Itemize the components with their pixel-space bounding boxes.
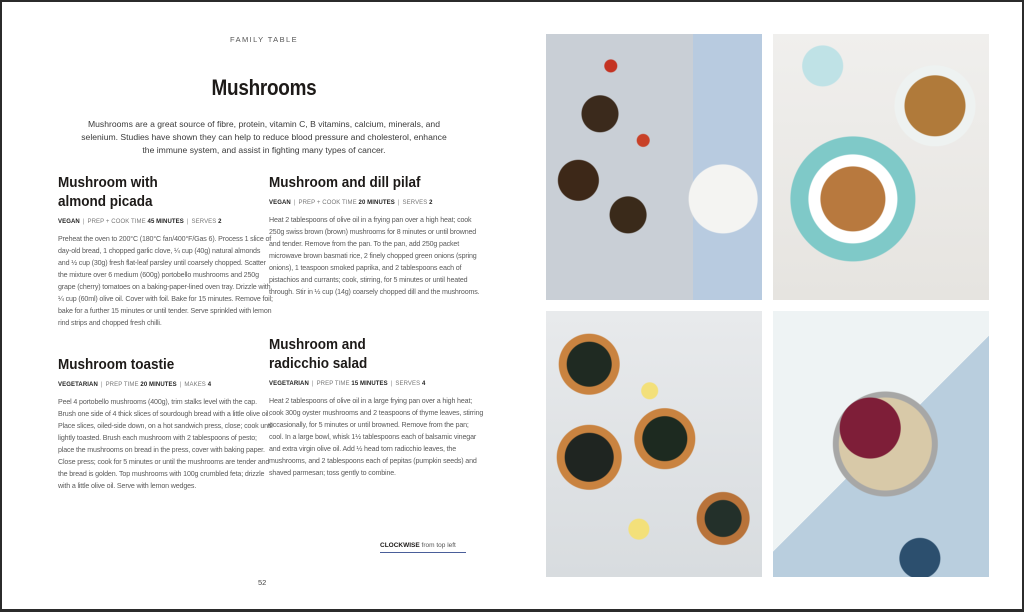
photo-caption	[380, 542, 466, 553]
time-label: PREP + COOK TIME	[298, 200, 357, 206]
yield-value: 4	[207, 382, 212, 388]
time-value: 45 MINUTES	[147, 219, 184, 225]
recipe-mushroom-almond-picada	[58, 173, 273, 329]
diet-label: VEGETARIAN	[58, 382, 98, 388]
recipe-title: Mushroom and dill pilaf	[269, 174, 421, 191]
caption-bold: CLOCKWISE	[380, 542, 420, 549]
recipe-method: Heat 2 tablespoons of olive oil in a large frying pan over a high heat; cook 300g oyster mushrooms and 2 teaspoons of thyme leaves, stirring occasionally, for 5 minutes or until browned. Remove from the pan; cool. In a large bowl, whisk 1½ tablespoons each of balsamic vinegar and extra virgin olive oil. Add ½ head torn radicchio leaves, the mushrooms, and 2 tablespoons each of pepitas (pumpkin seeds) and shaved parmesan; toss gently to combine.	[269, 397, 484, 477]
mushroom-with-almond-picada-photo	[546, 34, 762, 300]
recipe-title: Mushroom with almond picada	[58, 174, 158, 210]
recipe-method: Peel 4 portobello mushrooms (400g), trim stalks level with the cap. Brush one side of 4 thick slices of sourdough bread with a little olive oil. Place slices, oiled-side down, on a hot sandwich press, close; cook until lightly toasted. Brush each mushroom with 2 tablespoons of pesto; place the mushrooms on bread in the press, cover with baking paper. Close press; cook for 5 minutes or until the mushrooms are tender and the bread is golden. Top mushrooms with 100g crumbled feta; drizzle with a little olive oil. Serve with lemon wedges.	[58, 398, 273, 490]
time-label: PREP TIME	[316, 381, 350, 387]
recipe-title: Mushroom toastie	[58, 356, 175, 373]
recipe-meta: VEGAN | PREP + COOK TIME 20 MINUTES | SERVES 2	[269, 200, 433, 206]
diet-label: VEGAN	[58, 219, 80, 225]
caption-rest: from top left	[419, 542, 456, 549]
yield-label: SERVES	[395, 381, 421, 387]
time-label: PREP + COOK TIME	[87, 219, 146, 225]
recipe-mushroom-dill-pilaf	[269, 173, 484, 298]
mushroom-toastie-photo	[546, 311, 762, 577]
recipe-meta: VEGAN | PREP + COOK TIME 45 MINUTES | SERVES 2	[58, 219, 222, 225]
yield-label: MAKES	[184, 382, 206, 388]
time-label: PREP TIME	[105, 382, 139, 388]
page-number: 52	[258, 578, 267, 587]
yield-label: SERVES	[191, 219, 217, 225]
yield-value: 4	[422, 381, 426, 387]
recipe-mushroom-toastie	[58, 355, 273, 492]
yield-value: 2	[218, 219, 222, 225]
time-value: 20 MINUTES	[358, 200, 395, 206]
recipe-method: Preheat the oven to 200°C (180°C fan/400°F/Gas 6). Process 1 slice of day-old bread, 1 chopped garlic clove, ¼ cup (40g) natural almonds and ½ cup (30g) fresh flat-leaf parsley until coarsely chopped. Scatter the mixture over 6 medium (600g) portobello mushrooms and 250g grape (cherry) tomatoes on a baking-paper-lined oven tray. Drizzle with ¼ cup (60ml) olive oil. Cover with foil. Bake for 15 minutes. Remove foil; bake for a further 15 minutes or until tender. Serve sprinkled with lemon rind strips and chopped fresh chilli.	[58, 235, 273, 327]
yield-label: SERVES	[402, 200, 428, 206]
section-kicker: FAMILY TABLE	[230, 35, 298, 44]
time-value: 20 MINUTES	[140, 382, 177, 388]
page-title: Mushrooms	[211, 75, 317, 100]
yield-value: 2	[429, 200, 433, 206]
diet-label: VEGAN	[269, 200, 291, 206]
book-spread	[2, 2, 1022, 609]
recipe-method: Heat 2 tablespoons of olive oil in a frying pan over a high heat; cook 250g swiss brown (brown) mushrooms for 8 minutes or until browned and tender. Remove from the pan. To the pan, add 250g packet microwave brown basmati rice, 2 finely chopped green onions (spring onions), 1 teaspoon smoked paprika, and 2 tablespoons each of pistachios and currants; cook, stirring, for 5 minutes or until heated through. Stir in ½ cup (14g) coarsely chopped dill and the mushrooms.	[269, 216, 480, 296]
diet-label: VEGETARIAN	[269, 381, 309, 387]
mushroom-and-radicchio-salad-photo	[773, 311, 989, 577]
recipe-title: Mushroom and radicchio salad	[269, 336, 368, 372]
time-value: 15 MINUTES	[351, 381, 388, 387]
mushroom-and-dill-pilaf-photo	[773, 34, 989, 300]
recipe-meta: VEGETARIAN | PREP TIME 20 MINUTES | MAKES 4	[58, 382, 212, 388]
recipe-meta: VEGETARIAN | PREP TIME 15 MINUTES | SERVES 4	[269, 381, 426, 387]
intro-paragraph: Mushrooms are a great source of fibre, protein, vitamin C, B vitamins, calcium, minerals, and selenium. Studies have shown they can help to reduce blood pressure and cholesterol, enhance the immune system, and assist in fighting many types of cancer.	[81, 119, 447, 155]
recipe-mushroom-radicchio-salad	[269, 335, 484, 479]
